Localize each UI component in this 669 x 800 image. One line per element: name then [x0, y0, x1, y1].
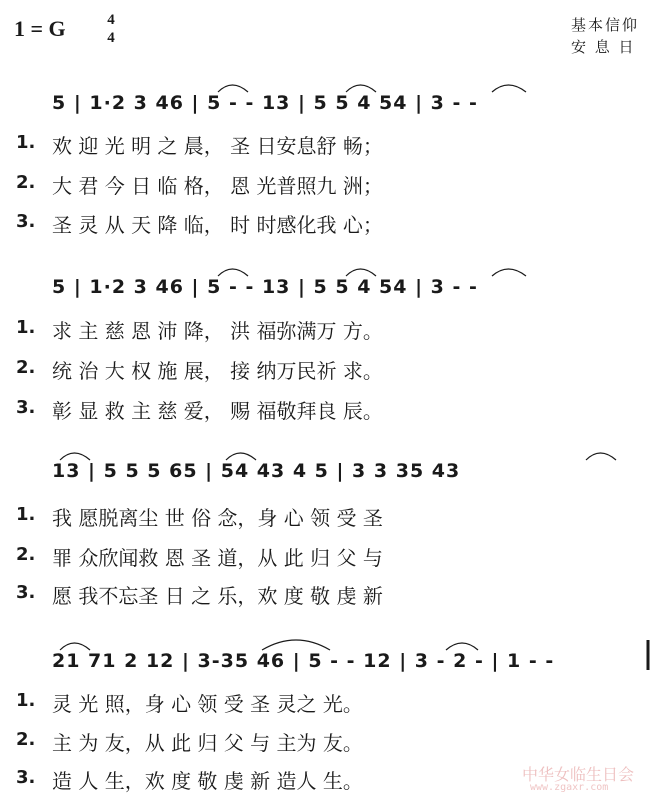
- slur-mark: [346, 85, 376, 92]
- slur-mark: [226, 453, 256, 460]
- notation-line-2: 5 | 1·2 3 46 | 5 - - 13 | 5 5 4 54 | 3 - -: [52, 276, 478, 298]
- slur-mark: [446, 643, 478, 650]
- lyric-line: 大 君 今 日 临 格， 恩 光普照九 洲；: [52, 174, 383, 198]
- key-signature: 1 = G: [14, 16, 66, 41]
- slur-mark: [60, 453, 90, 460]
- notation-line-3: 13 | 5 5 5 65 | 54 43 4 5 | 3 3 35 43: [52, 460, 461, 482]
- song-title: 安 息 日: [571, 38, 636, 56]
- time-signature-bottom: 4: [107, 30, 115, 46]
- watermark-text: 中华女临生日会: [522, 765, 635, 784]
- lyric-line: 统 治 大 权 施 展， 接 纳万民祈 求。: [52, 359, 383, 383]
- verse-number: 1.: [16, 690, 36, 711]
- verse-number: 1.: [16, 317, 36, 338]
- lyric-line: 愿 我不忘圣 日 之 乐，欢 度 敬 虔 新: [52, 584, 383, 608]
- verse-number: 3.: [16, 767, 36, 788]
- lyric-line: 欢 迎 光 明 之 晨， 圣 日安息舒 畅；: [52, 134, 383, 158]
- category-label: 基本信仰: [571, 16, 640, 34]
- lyric-line: 主 为 友，从 此 归 父 与 主为 友。: [52, 731, 363, 755]
- slur-mark: [262, 640, 330, 650]
- slur-mark: [492, 85, 526, 92]
- slur-mark: [60, 643, 90, 650]
- lyric-line: 彰 显 救 主 慈 爱， 赐 福敬拜良 辰。: [52, 399, 383, 423]
- watermark-url: www.zgaxr.com: [530, 782, 609, 793]
- verse-number: 2.: [16, 544, 36, 565]
- lyric-line: 造 人 生，欢 度 敬 虔 新 造人 生。: [52, 769, 363, 793]
- slur-mark: [218, 85, 248, 92]
- notation-line-1: 5 | 1·2 3 46 | 5 - - 13 | 5 5 4 54 | 3 - -: [52, 92, 478, 114]
- lyric-line: 灵 光 照，身 心 领 受 圣 灵之 光。: [52, 692, 363, 716]
- time-signature-top: 4: [107, 12, 115, 28]
- verse-number: 3.: [16, 582, 36, 603]
- notation-line-4: 21 71 2 12 | 3-35 46 | 5 - - 12 | 3 - 2 - | 1 - -: [52, 650, 555, 672]
- verse-number: 1.: [16, 132, 36, 153]
- slur-mark: [492, 269, 526, 276]
- slur-mark: [586, 453, 616, 460]
- verse-number: 3.: [16, 397, 36, 418]
- verse-number: 2.: [16, 172, 36, 193]
- verse-number: 1.: [16, 504, 36, 525]
- verse-number: 2.: [16, 729, 36, 750]
- slur-mark: [218, 269, 248, 276]
- verse-number: 3.: [16, 211, 36, 232]
- lyric-line: 求 主 慈 恩 沛 降， 洪 福弥满万 方。: [52, 319, 383, 343]
- lyric-line: 罪 众欣闻救 恩 圣 道，从 此 归 父 与: [52, 546, 383, 570]
- lyric-line: 圣 灵 从 天 降 临， 时 时感化我 心；: [52, 213, 383, 237]
- lyric-line: 我 愿脱离尘 世 俗 念，身 心 领 受 圣: [52, 506, 383, 530]
- slur-mark: [346, 269, 376, 276]
- verse-number: 2.: [16, 357, 36, 378]
